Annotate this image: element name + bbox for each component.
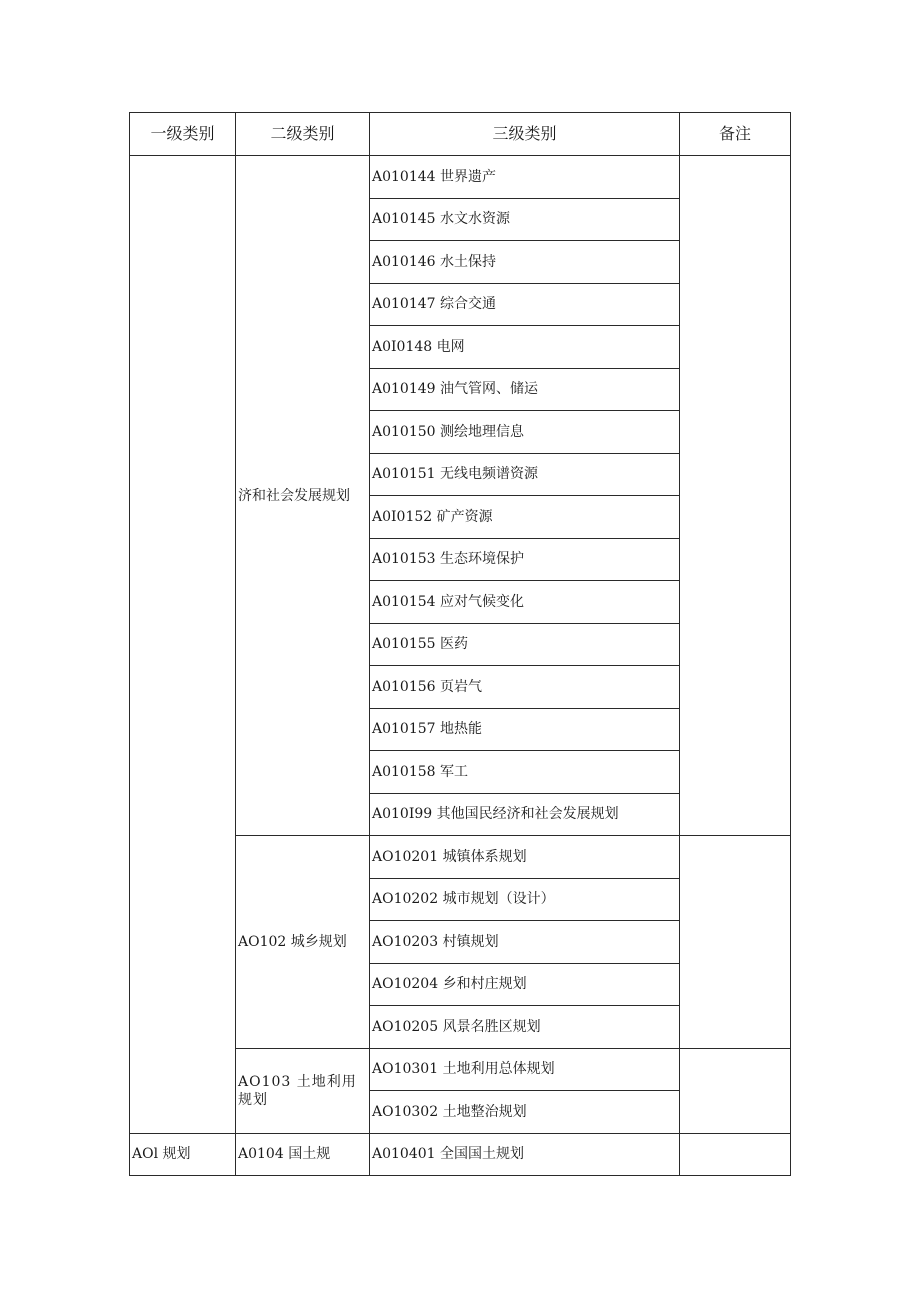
level3-cell: A010154 应对气候变化	[370, 581, 680, 624]
level3-cell: A010150 测绘地理信息	[370, 411, 680, 454]
header-remark: 备注	[680, 113, 791, 156]
level3-cell: AO10203 村镇规划	[370, 921, 680, 964]
level3-cell: A010157 地热能	[370, 708, 680, 751]
header-level2: 二级类别	[236, 113, 370, 156]
level3-cell: A010149 油气管网、储运	[370, 368, 680, 411]
table-row	[130, 156, 791, 199]
level3-cell: A010147 综合交通	[370, 283, 680, 326]
table-row	[130, 1133, 791, 1176]
level3-cell: AO10202 城市规划（设计）	[370, 878, 680, 921]
level3-cell: A010156 页岩气	[370, 666, 680, 709]
level3-cell: A010155 医药	[370, 623, 680, 666]
remark-cell	[680, 1133, 791, 1176]
level3-cell: AO10301 土地利用总体规划	[370, 1048, 680, 1091]
level3-cell: A010146 水土保持	[370, 241, 680, 284]
level3-cell: AO10205 风景名胜区规划	[370, 1006, 680, 1049]
level3-cell: A010I99 其他国民经济和社会发展规划	[370, 793, 680, 836]
category-table	[129, 112, 791, 1176]
header-level3: 三级类别	[370, 113, 680, 156]
level3-cell: AO10201 城镇体系规划	[370, 836, 680, 879]
level3-cell: A010144 世界遗产	[370, 156, 680, 199]
header-row	[130, 113, 791, 156]
level3-cell: A010401 全国国土规划	[370, 1133, 680, 1176]
level2-cell: AO103 土地利用规划	[236, 1048, 370, 1133]
level2-cell-continued: 济和社会发展规划	[236, 156, 370, 836]
remark-cell	[680, 156, 791, 836]
level3-cell: AO10204 乡和村庄规划	[370, 963, 680, 1006]
remark-cell	[680, 836, 791, 1049]
level3-cell: A010158 军工	[370, 751, 680, 794]
header-level1: 一级类别	[130, 113, 236, 156]
level2-cell: AO102 城乡规划	[236, 836, 370, 1049]
level3-cell: AO10302 土地整治规划	[370, 1091, 680, 1134]
remark-cell	[680, 1048, 791, 1133]
level3-cell: A010145 水文水资源	[370, 198, 680, 241]
level3-cell: A010151 无线电频谱资源	[370, 453, 680, 496]
level3-cell: A010153 生态环境保护	[370, 538, 680, 581]
level2-cell: A0104 国土规	[236, 1133, 370, 1176]
level1-cell: AOl 规划	[130, 1133, 236, 1176]
level3-cell: A0I0148 电网	[370, 326, 680, 369]
level3-cell: A0I0152 矿产资源	[370, 496, 680, 539]
level1-cell-empty	[130, 156, 236, 1134]
